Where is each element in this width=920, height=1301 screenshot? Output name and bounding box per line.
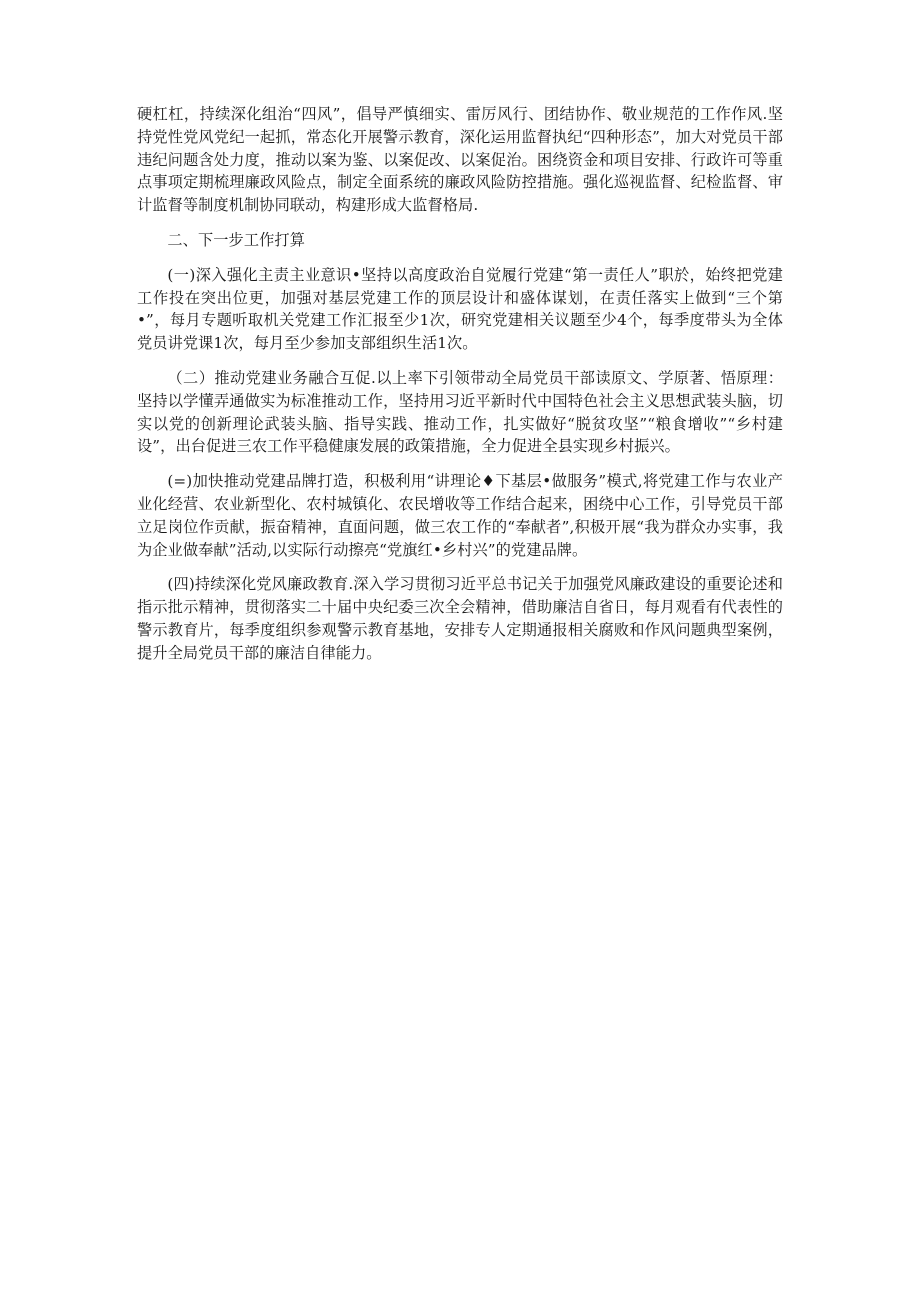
- document-body: [137, 103, 783, 665]
- section-heading: 二、下一步工作打算: [167, 230, 305, 249]
- paragraph-item-2: （二）推动党建业务融合互促.以上率下引领带动全局党员干部读原文、学原著、悟原理：坚持以学懂弄通做实为标准推动工作，坚持用习近平新时代中国特色社会主义思想武装头脑，切实以党的创新理论武装头脑、指导实践、推动工作，扎实做好“脱贫攻坚”“粮食增收”“乡村建设”，出台促进三农工作平稳健康发展的政策措施，全力促进全县实现乡村振兴。: [137, 368, 783, 456]
- paragraph-item-3: (=)加快推动党建品牌打造，积极利用“讲理论♦下基层•做服务”模式,将党建工作与农业产业化经营、农业新型化、农村城镇化、农民增收等工作结合起来，困绕中心工作，引导党员干部立足岗位作贡献，振奋精神，直面问题，做三农工作的“奉献者”,积极开展“我为群众办实事，我为企业做奉献”活动,以实际行动擦亮“党旗红•乡村兴”的党建品牌。: [137, 472, 783, 559]
- paragraph-continuation: 硬杠杠，持续深化组治“四风”，倡导严慎细实、雷厉风行、团结协作、敬业规范的工作作风.坚持党性党风党纪一起抓，常态化开展警示教育，深化运用监督执纪“四种形态”，加大对党员干部违纪问题含处力度，推动以案为鉴、以案促改、以案促治。困绕资金和项目安排、行政许可等重点事项定期梳理廉政风险点，制定全面系统的廉政风险防控措施。强化巡视监督、纪检监督、审计监督等制度机制协同联动，构建形成大监督格局.: [137, 105, 783, 215]
- paragraph-item-4: (四)持续深化党风廉政教育.深入学习贯彻习近平总书记关于加强党风廉政建设的重要论述和指示批示精神，贯彻落实二十届中央纪委三次全会精神，借助廉洁自省日，每月观看有代表性的警示教育片，每季度组织参观警示教育基地，安排专人定期通报相关腐败和作风问题典型案例，提升全局党员干部的廉洁自律能力。: [137, 575, 783, 662]
- paragraph-item-1: (一)深入强化主责主业意识•坚持以高度政治自觉履行党建“第一责任人”职於，始终把党建工作投在突出位更，加强对基层党建工作的顶层设计和盛体谋划，在责任落实上做到“三个第•”，每月专题听取机关党建工作汇报至少1次，研究党建相关议题至少4个，每季度带头为全体党员讲党课1次，每月至少参加支部组织生活1次。: [137, 265, 783, 353]
